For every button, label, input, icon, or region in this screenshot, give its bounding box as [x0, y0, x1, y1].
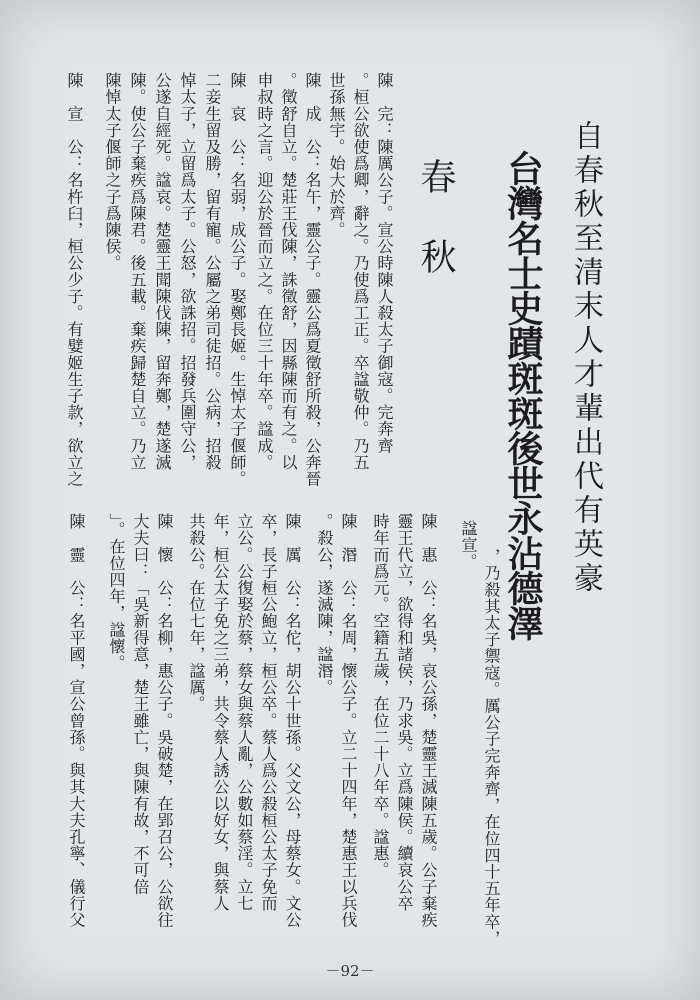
subtitle-heading: 自春秋至清末人才輩出代有英豪	[568, 120, 603, 596]
text-column: 共殺公。在位七年，諡厲。	[187, 513, 206, 713]
text-column: 陳 湣 公：名周，懷公子。立二十四年，楚惠王以兵伐	[339, 513, 358, 928]
text-column: 陳 靈 公：名平國，宣公曾孫。與其大夫孔寧、儀行父	[67, 513, 86, 928]
text-column: 大夫曰：「吳新得意，楚王雖亡，與陳有故，不可倍	[131, 513, 150, 895]
text-column: 世孫無宇。始大於齊。	[327, 72, 346, 238]
text-column: 悼太子，立留爲太子。公怒，欲誅招。招發兵圍守公，	[178, 72, 197, 471]
text-column: 申叔時之言。迎公於晉而立之。在位三十年卒。諡成。	[255, 72, 274, 471]
text-column: 陳 惠 公：名吳，哀公孫，楚靈王滅陳五歲。公子棄疾	[419, 513, 438, 928]
text-column: 陳 宣 公：名杵臼，桓公少子。有嬖姬生子款，欲立之	[65, 72, 84, 487]
text-column: ，乃殺其太子禦寇。厲公子完奔齊，在位四十五年卒，	[482, 548, 501, 947]
text-column: 。徵舒自立。楚莊王伐陳，誅徵舒，因縣陳而有之。以	[279, 72, 298, 471]
text-column: 陳 厲 公：名佗，胡公十世孫。父文公，母蔡女。文公	[283, 513, 302, 928]
text-column: 。桓公欲使爲卿，辭之。乃使爲工正。卒諡敬仲。乃五	[351, 72, 370, 471]
text-column: 靈王代立，欲得和諸侯，乃求吳。立爲陳侯。續哀公卒	[395, 513, 414, 912]
text-column: 卒，長子桓公鮑立，桓公卒。蔡人爲公殺桓公太子免而	[259, 513, 278, 912]
text-column: 陳 懷 公：名柳，惠公子。吳破楚，在郢召公，公欲往	[155, 513, 174, 928]
text-column: 二妾生留及勝，留有寵。公屬之弟司徒招。公病，招殺	[203, 72, 222, 471]
text-column: 時年而爲元。空籍五歲，在位二十八年卒。諡惠。	[371, 513, 390, 879]
text-column: 諡宣。	[459, 520, 478, 570]
text-column: 陳 哀 公：名弱，成公子。娶鄭長姬。生悼太子偃師。	[228, 72, 247, 487]
text-column: 陳 成 公：名午，靈公子。靈公爲夏徵舒所殺，公奔晉	[303, 72, 322, 487]
main-title-heading: 台灣名士史蹟斑斑後世永沾德澤	[502, 150, 544, 640]
text-column: 」。在位四年，諡懷。	[107, 513, 126, 671]
text-column: 立公。公復娶於蔡，蔡女與蔡人亂，公數如蔡淫。立七	[235, 513, 254, 912]
section-heading: 春秋	[415, 158, 456, 318]
text-column: 陳悼太子偃師之子爲陳侯。	[103, 72, 122, 272]
page-number: －92－	[325, 962, 375, 980]
text-column: 年，桓公太子免之三弟，共令蔡人誘公以好女，與蔡人	[211, 513, 230, 912]
text-column: 陳 完：陳厲公子。宣公時陳人殺太子御寇。完奔齊	[375, 72, 394, 454]
text-column: 陳。使公子棄疾爲陳君。後五載。棄疾歸楚自立。乃立	[128, 72, 147, 471]
text-column: 公遂自經死。諡哀。楚靈王聞陳伐陳，留奔鄭，楚遂滅	[153, 72, 172, 471]
text-column: 。殺公，遂滅陳，諡湣。	[315, 513, 334, 696]
